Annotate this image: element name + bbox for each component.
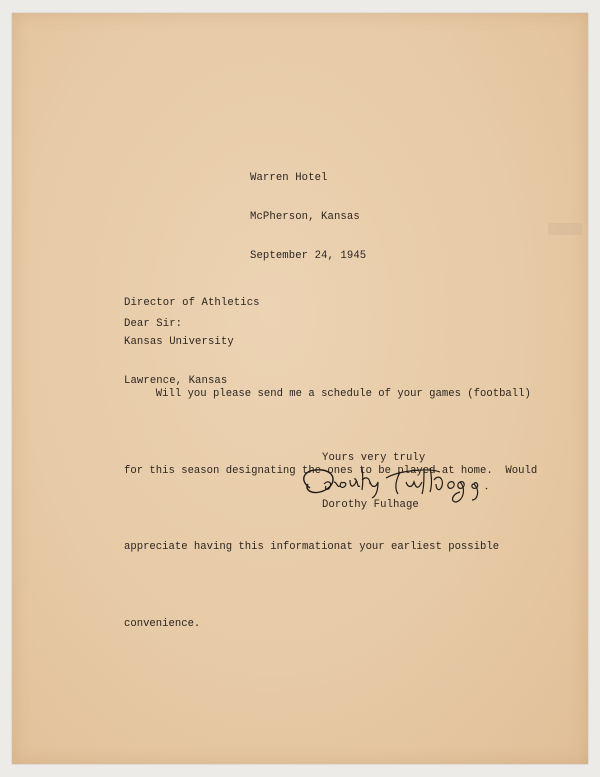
recipient-organization: Kansas University xyxy=(124,336,234,348)
closing: Yours very truly xyxy=(322,452,426,464)
sender-address xyxy=(250,146,366,289)
typed-signer-name: Dorothy Fulhage xyxy=(322,499,419,511)
recipient-title: Director of Athletics xyxy=(124,297,260,309)
body-line: Will you please send me a schedule of your games (football) xyxy=(124,388,531,400)
body-line: convenience. xyxy=(124,617,201,630)
body-line: for this season designating the ones to be played at home. Would xyxy=(124,464,538,477)
salutation: Dear Sir: xyxy=(124,318,183,330)
recipient-city: Lawrence, Kansas xyxy=(124,375,228,387)
sender-hotel: Warren Hotel xyxy=(250,172,328,184)
paper-stain xyxy=(548,223,582,235)
body-line: appreciate having this informationat your earliest possible xyxy=(124,541,500,553)
letter-date: September 24, 1945 xyxy=(250,250,367,262)
sender-city: McPherson, Kansas xyxy=(250,211,360,223)
